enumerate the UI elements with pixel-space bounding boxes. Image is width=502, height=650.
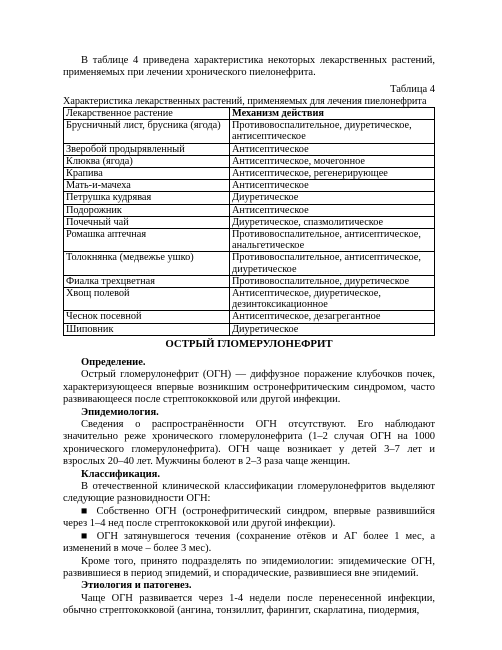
plant-cell: Клюква (ягода) — [64, 155, 230, 167]
plant-cell: Крапива — [64, 168, 230, 180]
plant-cell: Ромашка аптечная — [64, 229, 230, 252]
table-row — [64, 229, 435, 252]
definition-text: Острый гломерулонефрит (ОГН) — диффузное поражение клубочков почек, характеризующееся впервые возникшим остронефритическим синдромом, часто развивающееся после стрептококковой или другой инфекции. — [63, 369, 435, 406]
column-header-plant: Лекарственное растение — [64, 108, 230, 120]
mechanism-cell: Диуретическое — [230, 323, 435, 335]
mechanism-cell: Антисептическое, дезагрегантное — [230, 311, 435, 323]
mechanism-cell: Противовоспалительное, диуретическое, антисептическое — [230, 120, 435, 143]
table-row — [64, 216, 435, 228]
etiology-heading: Этиология и патогенез. — [81, 580, 192, 592]
table-header-row — [64, 108, 435, 120]
table-row — [64, 275, 435, 287]
mechanism-cell: Противовоспалительное, диуретическое — [230, 275, 435, 287]
section-title: ОСТРЫЙ ГЛОМЕРУЛОНЕФРИТ — [165, 338, 333, 350]
table-caption: Характеристика лекарственных растений, применяемых для лечения пиелонефрита — [63, 96, 427, 107]
etiology-text: Чаще ОГН развивается через 1-4 недели после перенесенной инфекции, обычно стрептококковой (ангина, тонзиллит, фарингит, скарлатина, пиодермия, — [63, 592, 435, 617]
table-row — [64, 180, 435, 192]
table-row — [64, 252, 435, 275]
plant-cell: Зверобой продырявленный — [64, 143, 230, 155]
plant-cell: Шиповник — [64, 323, 230, 335]
plant-cell: Петрушка кудрявая — [64, 192, 230, 204]
table-row — [64, 155, 435, 167]
epidemiology-heading: Эпидемиология. — [81, 406, 159, 418]
definition-heading: Определение. — [81, 357, 146, 368]
plant-cell: Фиалка трехцветная — [64, 275, 230, 287]
mechanism-cell: Антисептическое — [230, 143, 435, 155]
glomerulonephritis-section — [63, 338, 435, 618]
plant-cell: Хвощ полевой — [64, 288, 230, 311]
table-row — [64, 168, 435, 180]
table-row — [64, 288, 435, 311]
mechanism-cell: Антисептическое — [230, 180, 435, 192]
mechanism-cell: Диуретическое, спазмолитическое — [230, 216, 435, 228]
classification-bullet-2: ■ ОГН затянувшегося течения (сохранение отёков и АГ более 1 мес, а изменений в моче – более 3 мес). — [63, 530, 435, 555]
classification-heading: Классификация. — [81, 468, 160, 480]
plant-cell: Подорожник — [64, 204, 230, 216]
classification-text: В отечественной клинической классификации гломерулонефритов выделяют следующие разновидности ОГН: — [63, 481, 435, 505]
table-row — [64, 192, 435, 204]
plant-cell: Мать-и-мачеха — [64, 180, 230, 192]
table-row — [64, 143, 435, 155]
mechanism-cell: Диуретическое — [230, 192, 435, 204]
mechanism-cell: Антисептическое, регенерирующее — [230, 168, 435, 180]
table-row — [64, 323, 435, 335]
epidemiology-text: Сведения о распространённости ОГН отсутствуют. Его наблюдают значительно реже хронического гломерулонефрита (1–2 случая ОГН на 1000 хронического гломерулонефрита). ОГН чаще возникает у детей 3–7 лет и взрослых 20–40 лет. Мужчины болеют в 2–3 раза чаще женщин. — [63, 419, 435, 468]
mechanism-cell: Антисептическое, диуретическое, дезинтоксикационное — [230, 288, 435, 311]
table-number: Таблица 4 — [390, 84, 435, 95]
plant-cell: Почечный чай — [64, 216, 230, 228]
table-row — [64, 204, 435, 216]
classification-note: Кроме того, принято подразделять по эпидемиологии: эпидемические ОГН, развившиеся в период эпидемий, и спорадические, развившиеся вне эпидемий. — [63, 555, 435, 579]
table-row — [64, 311, 435, 323]
plant-cell: Толокнянка (медвежье ушко) — [64, 252, 230, 275]
plants-table — [63, 107, 435, 336]
mechanism-cell: Противовоспалительное, антисептическое, диуретическое — [230, 252, 435, 275]
column-header-mechanism: Механизм действия — [230, 108, 435, 120]
plant-cell: Чеснок посевной — [64, 311, 230, 323]
mechanism-cell: Противовоспалительное, антисептическое, анальгетическое — [230, 229, 435, 252]
intro-paragraph: В таблице 4 приведена характеристика некоторых лекарственных растений, применяемых при лечении хронического пиелонефрита. — [63, 55, 435, 79]
mechanism-cell: Антисептическое, мочегонное — [230, 155, 435, 167]
plant-cell: Брусничный лист, брусника (ягода) — [64, 120, 230, 143]
mechanism-cell: Антисептическое — [230, 204, 435, 216]
classification-bullet-1: ■ Собственно ОГН (остронефритический синдром, впервые развившийся через 1–4 нед после стрептококковой или другой инфекции). — [63, 505, 435, 530]
table-row — [64, 120, 435, 143]
